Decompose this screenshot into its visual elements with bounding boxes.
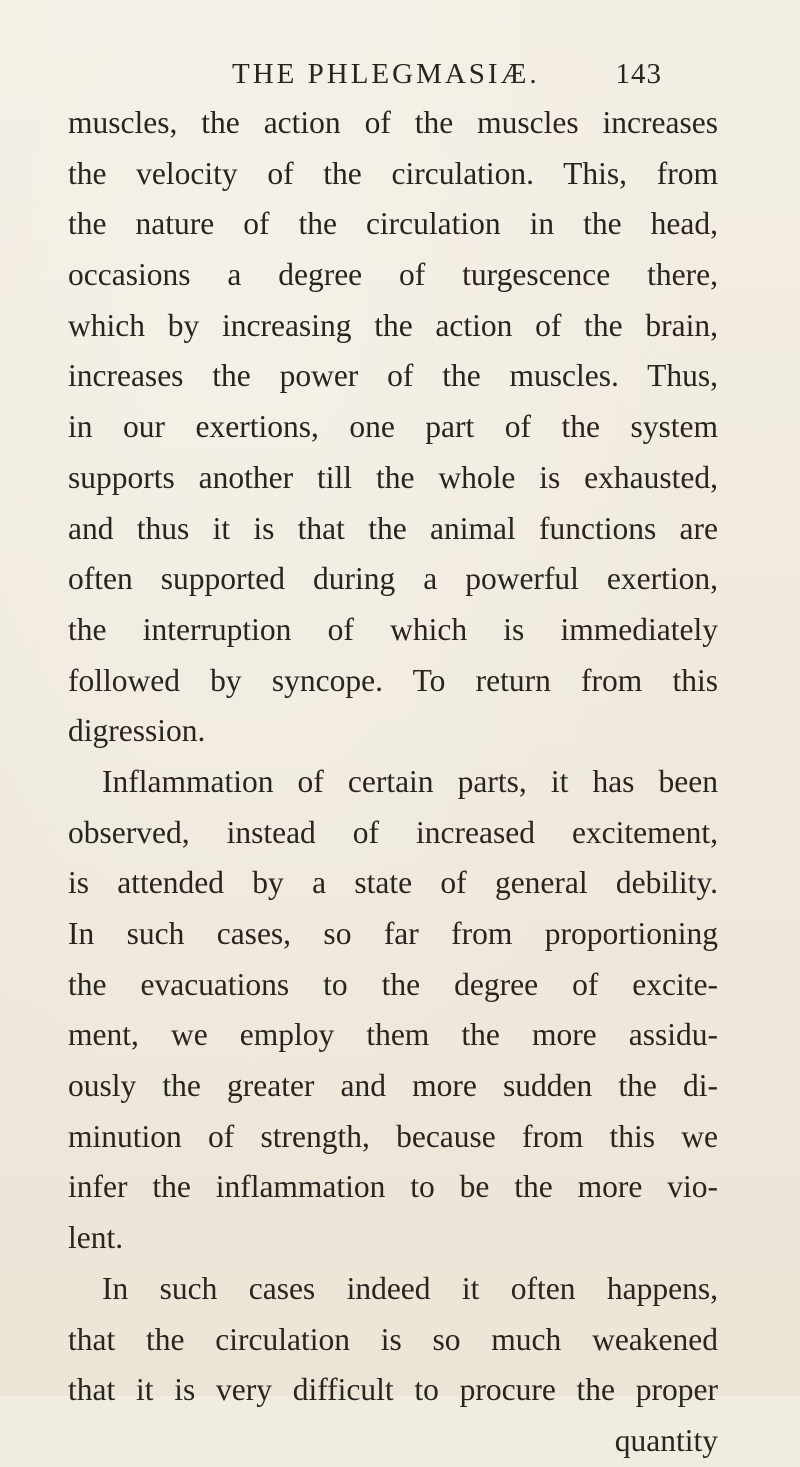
text-line: that it is very difficult to procure the proper	[68, 1372, 718, 1408]
text-line: the nature of the circulation in the head,	[68, 206, 718, 242]
text-line: In such cases, so far from proportioning	[68, 916, 718, 951]
text-line: lent.	[68, 1220, 124, 1256]
text-line: ously the greater and more sudden the di-	[68, 1068, 718, 1104]
body-text	[68, 98, 718, 1467]
text-line: is attended by a state of general debility.	[68, 865, 718, 901]
text-line: the evacuations to the degree of excite-	[68, 966, 718, 1002]
text-line: increases the power of the muscles. Thus,	[68, 358, 718, 394]
text-line: in our exertions, one part of the system	[68, 409, 718, 445]
text-line: minution of strength, because from this we	[68, 1118, 718, 1154]
running-head	[232, 58, 662, 98]
text-line: that the circulation is so much weakened	[68, 1321, 718, 1357]
text-line: and thus it is that the animal functions are	[68, 510, 718, 546]
running-title: THE PHLEGMASIÆ.	[232, 58, 540, 90]
page-number: 143	[615, 58, 662, 90]
paragraph-start-line: In such cases indeed it often happens,	[102, 1270, 718, 1306]
catchword: quantity	[614, 1422, 718, 1458]
text-line: followed by syncope. To return from this	[68, 662, 718, 698]
text-line: which by increasing the action of the brain,	[68, 307, 718, 343]
text-line: supports another till the whole is exhausted,	[68, 459, 718, 495]
text-line: the velocity of the circulation. This, from	[68, 155, 718, 191]
text-line: infer the inflammation to be the more vio-	[68, 1169, 718, 1205]
text-line: occasions a degree of turgescence there,	[68, 257, 718, 293]
text-line: the interruption of which is immediately	[68, 611, 718, 647]
text-line: digression.	[68, 713, 206, 749]
text-line: muscles, the action of the muscles increases	[68, 105, 718, 140]
text-line: often supported during a powerful exertion,	[68, 561, 718, 597]
paragraph-start-line: Inflammation of certain parts, it has been	[102, 763, 718, 799]
text-line: ment, we employ them the more assidu-	[68, 1017, 718, 1053]
text-line: observed, instead of increased excitement,	[68, 814, 718, 850]
